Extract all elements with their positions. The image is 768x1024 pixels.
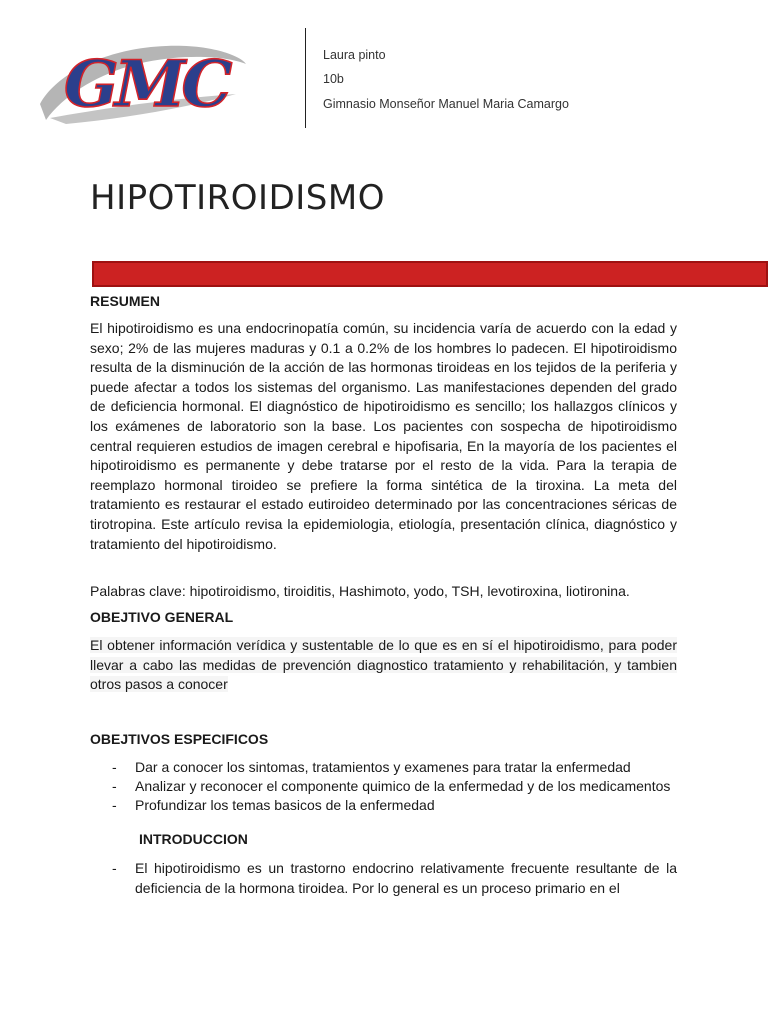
keywords-line: Palabras clave: hipotiroidismo, tiroiditis, Hashimoto, yodo, TSH, levotiroxina, liotironina.: [90, 583, 630, 599]
gmc-logo: [36, 34, 248, 126]
title-accent-bar: [92, 261, 768, 287]
document-title: HIPOTIROIDISMO: [90, 178, 385, 218]
objetivo-general-heading: OBEJTIVO GENERAL: [90, 609, 234, 625]
author-name: Laura pinto: [323, 48, 386, 62]
logo-text: GMC: [64, 47, 229, 122]
author-grade: 10b: [323, 72, 344, 86]
introduccion-heading: INTRODUCCION: [139, 831, 248, 847]
objetivos-especificos-heading: OBEJTIVOS ESPECIFICOS: [90, 731, 269, 747]
resumen-heading: RESUMEN: [90, 293, 161, 309]
resumen-body: [90, 319, 677, 554]
header-divider: [305, 28, 306, 128]
list-item: - Analizar y reconocer el componente quimico de la enfermedad y de los medicamentos: [112, 778, 671, 794]
bullet-dash: -: [112, 860, 117, 876]
introduccion-list: [90, 858, 677, 898]
objetivo-general-paragraph: El obtener información verídica y sustentable de lo que es en sí el hipotiroidismo, para poder llevar a cabo las medidas de prevención diagnostico tratamiento y rehabilitación, y tambien otros pasos a conocer: [90, 637, 677, 693]
resumen-paragraph: El hipotiroidismo es una endocrinopatía común, su incidencia varía de acuerdo con la edad y sexo; 2% de las mujeres maduras y 0.1 a 0.2% de los hombres lo padecen. El hipotiroidismo resulta de la disminución de la acción de las hormonas tiroideas en los tejidos de la periferia y puede afectar a todos los sistemas del organismo. Las manifestaciones dependen del grado de deficiencia hormonal. El diagnóstico de hipotiroidismo es sencillo; los hallazgos clínicos y los exámenes de laboratorio son la base. Los pacientes con sospecha de hipotiroidismo central requieren estudios de imagen cerebral e hipofisaria, En la mayoría de los pacientes el hipotiroidismo es permanente y debe tratarse por el resto de la vida. Para la terapia de reemplazo hormonal tiroideo se prefiere la forma sintética de la tiroxina. La meta del tratamiento es restaurar el estado eutiroideo determinado por las concentraciones séricas de tirotropina. Este artículo revisa la epidemiologia, etiología, presentación clínica, diagnóstico y tratamiento del hipotiroidismo.: [90, 320, 677, 552]
objetivo-general-body: [90, 636, 677, 695]
list-item: - El hipotiroidismo es un trastorno endocrino relativamente frecuente resultante de la deficiencia de la hormona tiroidea. Por lo general es un proceso primario en el: [112, 860, 677, 896]
bullet-dash: -: [112, 797, 117, 813]
bullet-dash: -: [112, 778, 117, 794]
list-item: - Dar a conocer los sintomas, tratamientos y examenes para tratar la enfermedad: [112, 759, 631, 775]
objetivos-especificos-list: [90, 758, 677, 815]
bullet-dash: -: [112, 759, 117, 775]
list-item: - Profundizar los temas basicos de la enfermedad: [112, 797, 435, 813]
author-school: Gimnasio Monseñor Manuel Maria Camargo: [323, 97, 569, 111]
